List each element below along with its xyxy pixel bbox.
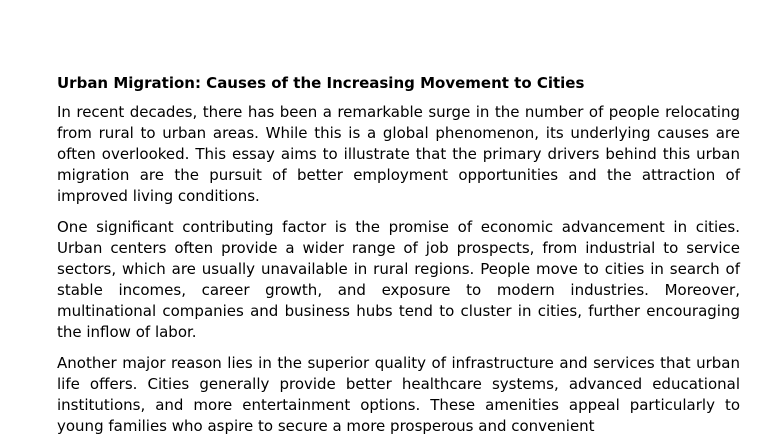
- infrastructure-paragraph: Another major reason lies in the superior quality of infrastructure and services that urban life offers. Cities generally provide better healthcare systems, advanced educational institutions, and more entertainment options. These amenities appeal particularly to young families who aspire to secure a more prosperous and convenient: [57, 354, 740, 435]
- essay-title: Urban Migration: Causes of the Increasing Movement to Cities: [57, 74, 585, 92]
- document-body: [57, 73, 740, 441]
- economic-factor-paragraph: One significant contributing factor is the promise of economic advancement in cities. Urban centers often provide a wider range of job prospects, from industrial to service sectors, which are usually unavailable in rural regions. People move to cities in search of stable incomes, career growth, and exposure to modern industries. Moreover, multinational companies and business hubs tend to cluster in cities, further encouraging the inflow of labor.: [57, 218, 740, 341]
- intro-paragraph: In recent decades, there has been a remarkable surge in the number of people relocating from rural to urban areas. While this is a global phenomenon, its underlying causes are often overlooked. This essay aims to illustrate that the primary drivers behind this urban migration are the pursuit of better employment opportunities and the attraction of improved living conditions.: [57, 103, 740, 205]
